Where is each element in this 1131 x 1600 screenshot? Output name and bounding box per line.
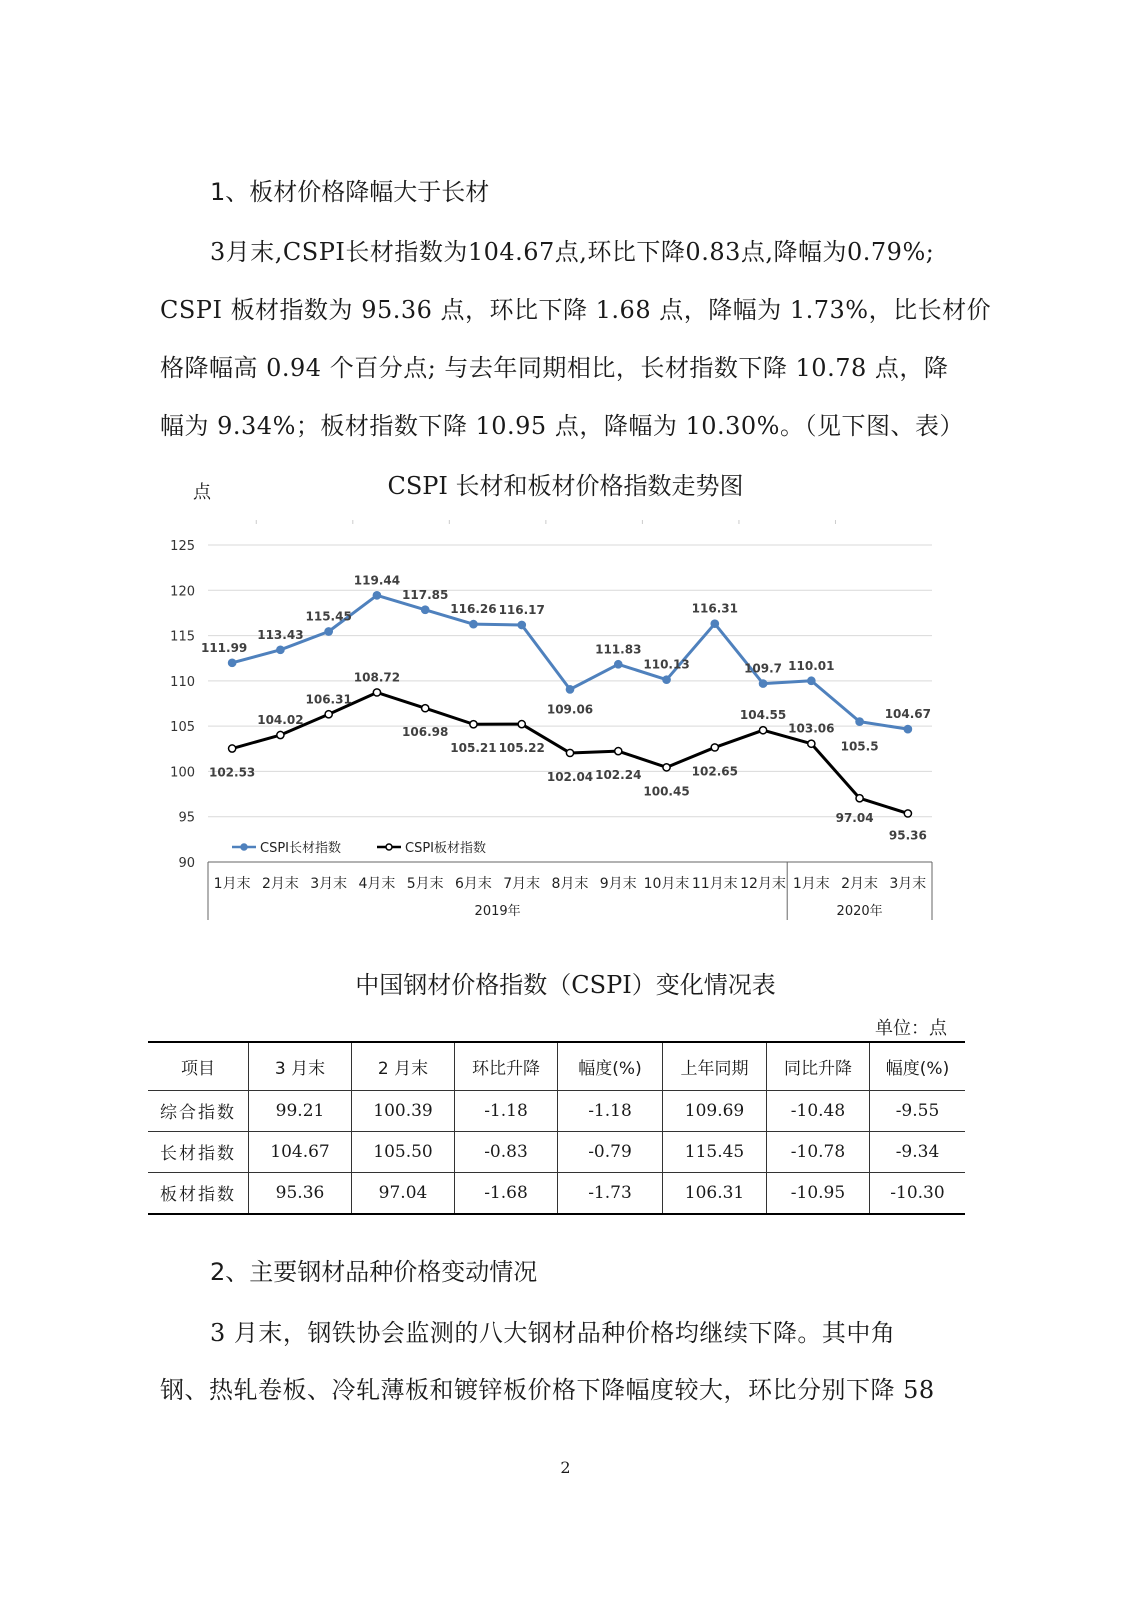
table-cell: -1.18 xyxy=(455,1090,558,1131)
section-1-line-4: 幅为 9.34%；板材指数下降 10.95 点，降幅为 10.30%。（见下图、表） xyxy=(160,412,964,440)
data-point xyxy=(808,740,815,747)
data-label: 102.65 xyxy=(691,764,738,779)
data-point xyxy=(566,749,573,756)
y-tick-label: 105 xyxy=(170,720,195,736)
table-header: 3 月末 xyxy=(249,1042,352,1090)
data-point xyxy=(856,795,863,802)
data-label: 109.06 xyxy=(546,702,594,717)
data-point xyxy=(615,661,622,668)
data-label: 111.83 xyxy=(595,642,642,657)
section-1-line-2: CSPI 板材指数为 95.36 点，环比下降 1.68 点，降幅为 1.73%，比长材价 xyxy=(160,296,992,324)
table-header: 幅度(%) xyxy=(558,1042,663,1090)
data-label: 95.36 xyxy=(888,828,927,843)
data-point xyxy=(373,592,380,599)
x-tick-label: 1月末 xyxy=(792,876,830,892)
year-label: 2019年 xyxy=(474,904,521,919)
x-tick-label: 4月末 xyxy=(358,876,396,892)
y-tick-label: 115 xyxy=(170,629,195,645)
table-row xyxy=(148,1090,965,1131)
section-1-line-3: 格降幅高 0.94 个百分点; 与去年同期相比，长材指数下降 10.78 点，降 xyxy=(160,354,949,382)
data-label: 109.7 xyxy=(744,661,783,676)
data-point xyxy=(470,621,477,628)
table-cell: 105.50 xyxy=(352,1131,455,1172)
table-cell: 109.69 xyxy=(663,1090,767,1131)
data-point xyxy=(373,689,380,696)
table-header: 环比升降 xyxy=(455,1042,558,1090)
table-cell: -10.48 xyxy=(767,1090,870,1131)
data-point xyxy=(518,721,525,728)
x-tick-label: 9月末 xyxy=(599,876,637,892)
data-label: 110.13 xyxy=(643,657,690,672)
data-point xyxy=(711,620,718,627)
data-point xyxy=(663,764,670,771)
data-label: 119.44 xyxy=(353,573,401,588)
data-label: 116.31 xyxy=(691,601,738,616)
y-tick-label: 90 xyxy=(178,856,195,871)
data-label: 115.45 xyxy=(305,609,352,624)
x-tick-label: 2月末 xyxy=(841,876,879,892)
legend-label: CSPI板材指数 xyxy=(405,841,487,856)
data-point xyxy=(711,744,718,751)
x-tick-label: 2月末 xyxy=(261,876,299,892)
table-cell: 综合指数 xyxy=(160,1103,236,1123)
data-point xyxy=(759,680,766,687)
data-label: 110.01 xyxy=(788,658,835,673)
table-row xyxy=(148,1172,965,1214)
table-cell: 104.67 xyxy=(249,1131,352,1172)
y-tick-label: 110 xyxy=(170,674,195,690)
table-header: 幅度(%) xyxy=(870,1042,966,1090)
section-1-line-1: 3月末,CSPI长材指数为104.67点,环比下降0.83点,降幅为0.79%; xyxy=(210,238,935,266)
table-cell: 长材指数 xyxy=(160,1144,236,1164)
data-label: 103.06 xyxy=(788,721,835,736)
x-tick-label: 3月末 xyxy=(889,876,927,892)
x-tick-label: 1月末 xyxy=(213,876,251,892)
data-point xyxy=(229,659,236,666)
y-tick-label: 125 xyxy=(170,539,195,554)
data-point xyxy=(229,745,236,752)
table-cell: 95.36 xyxy=(249,1172,352,1214)
data-point xyxy=(759,727,766,734)
data-label: 117.85 xyxy=(402,587,449,602)
data-label: 116.17 xyxy=(498,602,545,617)
data-point xyxy=(325,711,332,718)
data-label: 97.04 xyxy=(835,811,874,826)
data-label: 105.21 xyxy=(450,741,497,756)
x-tick-label: 5月末 xyxy=(406,876,444,892)
legend-marker xyxy=(386,844,392,850)
x-tick-label: 7月末 xyxy=(503,876,541,892)
table-cell: -1.68 xyxy=(455,1172,558,1214)
table-header: 2 月末 xyxy=(352,1042,455,1090)
data-point xyxy=(422,606,429,613)
data-label: 102.53 xyxy=(208,765,256,780)
table-title: 中国钢材价格指数（CSPI）变化情况表 xyxy=(355,971,776,999)
legend-label: CSPI长材指数 xyxy=(260,841,342,856)
data-label: 105.22 xyxy=(498,741,545,756)
y-tick-label: 100 xyxy=(170,765,195,781)
data-label: 105.5 xyxy=(840,739,879,754)
legend-marker xyxy=(241,844,247,850)
data-label: 113.43 xyxy=(257,627,304,642)
cspi-change-table xyxy=(148,1041,965,1215)
section-2-line-2: 钢、热轧卷板、冷轧薄板和镀锌板价格下降幅度较大，环比分别下降 58 xyxy=(160,1376,935,1404)
table-cell: 106.31 xyxy=(663,1172,767,1214)
chart-title: CSPI 长材和板材价格指数走势图 xyxy=(387,472,744,500)
data-label: 100.45 xyxy=(643,784,690,799)
table-header: 同比升降 xyxy=(767,1042,870,1090)
data-label: 102.24 xyxy=(595,768,642,783)
page-number: 2 xyxy=(560,1458,571,1477)
table-cell: -0.79 xyxy=(558,1131,663,1172)
table-cell: 99.21 xyxy=(249,1090,352,1131)
data-point xyxy=(615,748,622,755)
data-point xyxy=(808,677,815,684)
chart-y-unit: 点 xyxy=(193,482,211,503)
section-2-heading: 2、主要钢材品种价格变动情况 xyxy=(210,1258,538,1286)
data-point xyxy=(904,810,911,817)
data-point xyxy=(566,686,573,693)
data-label: 104.67 xyxy=(884,707,932,722)
data-label: 104.02 xyxy=(257,713,304,728)
table-cell: 115.45 xyxy=(663,1131,767,1172)
year-label: 2020年 xyxy=(836,904,883,919)
x-tick-label: 6月末 xyxy=(455,876,492,892)
x-tick-label: 11月末 xyxy=(691,876,738,892)
table-cell: -9.55 xyxy=(870,1090,966,1131)
data-label: 111.99 xyxy=(200,640,248,655)
data-point xyxy=(663,676,670,683)
data-label: 106.98 xyxy=(402,725,449,740)
table-cell: -9.34 xyxy=(870,1131,966,1172)
data-point xyxy=(277,646,284,653)
data-label: 102.04 xyxy=(546,769,594,784)
table-header-row xyxy=(148,1042,965,1090)
x-tick-label: 10月末 xyxy=(643,876,690,892)
table-cell: -10.95 xyxy=(767,1172,870,1214)
table-cell: 97.04 xyxy=(352,1172,455,1214)
table-unit: 单位：点 xyxy=(875,1018,947,1039)
x-tick-label: 3月末 xyxy=(310,876,348,892)
section-1-heading: 1、板材价格降幅大于长材 xyxy=(210,178,490,206)
data-label: 108.72 xyxy=(353,670,401,685)
x-tick-label: 8月末 xyxy=(551,876,589,892)
table-header: 上年同期 xyxy=(663,1042,767,1090)
data-point xyxy=(422,705,429,712)
data-label: 104.55 xyxy=(739,708,787,723)
table-cell: -0.83 xyxy=(455,1131,558,1172)
y-tick-label: 120 xyxy=(170,584,195,600)
table-cell: -10.30 xyxy=(870,1172,966,1214)
data-point xyxy=(277,731,284,738)
table-cell: 板材指数 xyxy=(160,1185,236,1205)
data-label: 116.26 xyxy=(450,602,497,617)
table-cell: 100.39 xyxy=(352,1090,455,1131)
data-point xyxy=(325,628,332,635)
data-point xyxy=(856,718,863,725)
data-point xyxy=(904,726,911,733)
table-cell: -1.73 xyxy=(558,1172,663,1214)
data-point xyxy=(518,621,525,628)
section-2-line-1: 3 月末，钢铁协会监测的八大钢材品种价格均继续下降。其中角 xyxy=(210,1319,896,1347)
data-point xyxy=(470,721,477,728)
table-header: 项目 xyxy=(181,1058,215,1079)
x-tick-label: 12月末 xyxy=(740,876,786,892)
table-cell: -1.18 xyxy=(558,1090,663,1131)
table-row xyxy=(148,1131,965,1172)
y-tick-label: 95 xyxy=(178,810,195,826)
table-cell: -10.78 xyxy=(767,1131,870,1172)
data-label: 106.31 xyxy=(305,692,352,707)
